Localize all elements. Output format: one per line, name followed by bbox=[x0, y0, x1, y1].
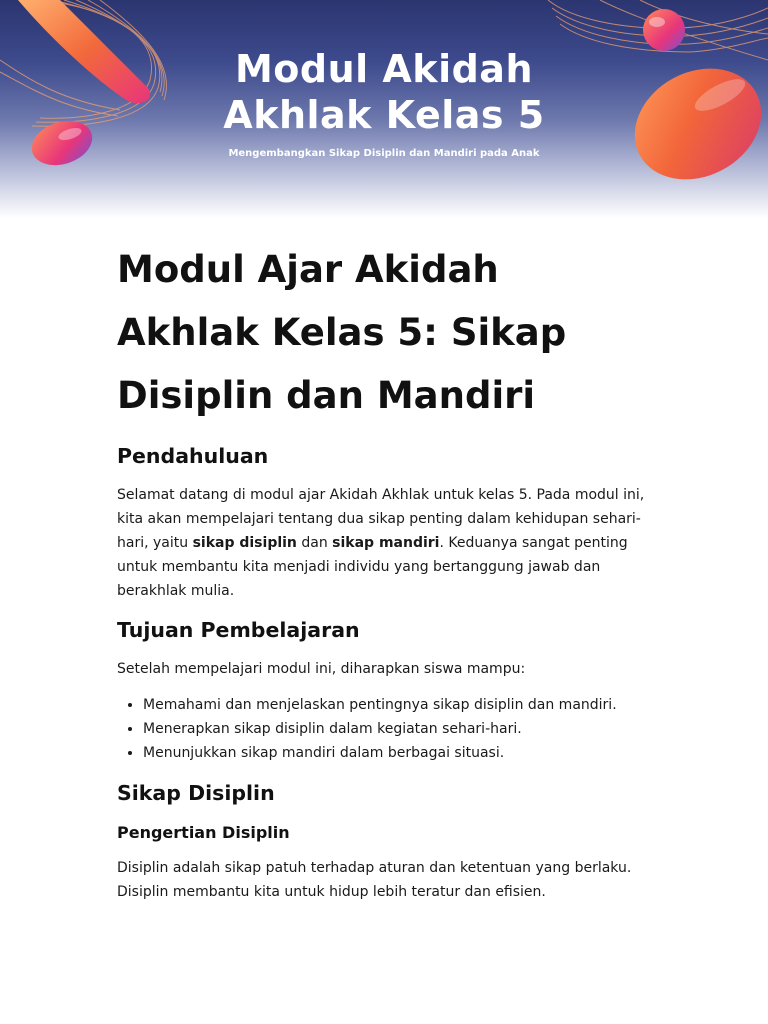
goals-heading: Tujuan Pembelajaran bbox=[117, 618, 360, 642]
goals-list-item: • Memahami dan menjelaskan pentingnya sikap disiplin dan mandiri. bbox=[143, 693, 647, 717]
intro-bold-independent: sikap mandiri bbox=[332, 535, 440, 551]
intro-paragraph bbox=[117, 483, 647, 603]
discipline-heading: Sikap Disiplin bbox=[117, 781, 275, 805]
banner-subtitle: Mengembangkan Sikap Disiplin dan Mandiri pada Anak bbox=[228, 148, 540, 159]
banner-title bbox=[0, 46, 768, 138]
document-body bbox=[117, 238, 647, 916]
goals-list bbox=[117, 693, 647, 765]
header-banner bbox=[0, 0, 768, 218]
goals-lead: Setelah mempelajari modul ini, diharapkan siswa mampu: bbox=[117, 661, 526, 677]
intro-bold-discipline: sikap disiplin bbox=[192, 535, 297, 551]
document-title: Modul Ajar Akidah Akhlak Kelas 5: Sikap Disiplin dan Mandiri bbox=[117, 248, 567, 417]
goals-list-item: • Menunjukkan sikap mandiri dalam berbagai situasi. bbox=[143, 741, 647, 765]
intro-text-2: dan bbox=[296, 535, 333, 551]
right-ball-shape bbox=[643, 9, 685, 51]
discipline-definition-text: Disiplin adalah sikap patuh terhadap aturan dan ketentuan yang berlaku. Disiplin membantu kita untuk hidup lebih teratur dan efisien. bbox=[117, 860, 632, 900]
intro-text-1: Selamat datang di modul ajar Akidah Akhlak untuk kelas 5. Pada modul ini, kita akan mempelajari tentang dua sikap penting dalam kehidupan sehari-hari, yaitu bbox=[117, 487, 645, 551]
intro-heading: Pendahuluan bbox=[117, 444, 269, 468]
intro-text-3: . Keduanya sangat penting untuk membantu kita menjadi individu yang bertanggung jawab dan berakhlak mulia. bbox=[117, 535, 628, 599]
banner-title-line-2: Akhlak Kelas 5 bbox=[223, 93, 545, 137]
banner-title-line-1: Modul Akidah bbox=[234, 47, 534, 91]
discipline-definition-heading: Pengertian Disiplin bbox=[117, 823, 290, 842]
goals-list-item: • Menerapkan sikap disiplin dalam kegiatan sehari-hari. bbox=[143, 717, 647, 741]
